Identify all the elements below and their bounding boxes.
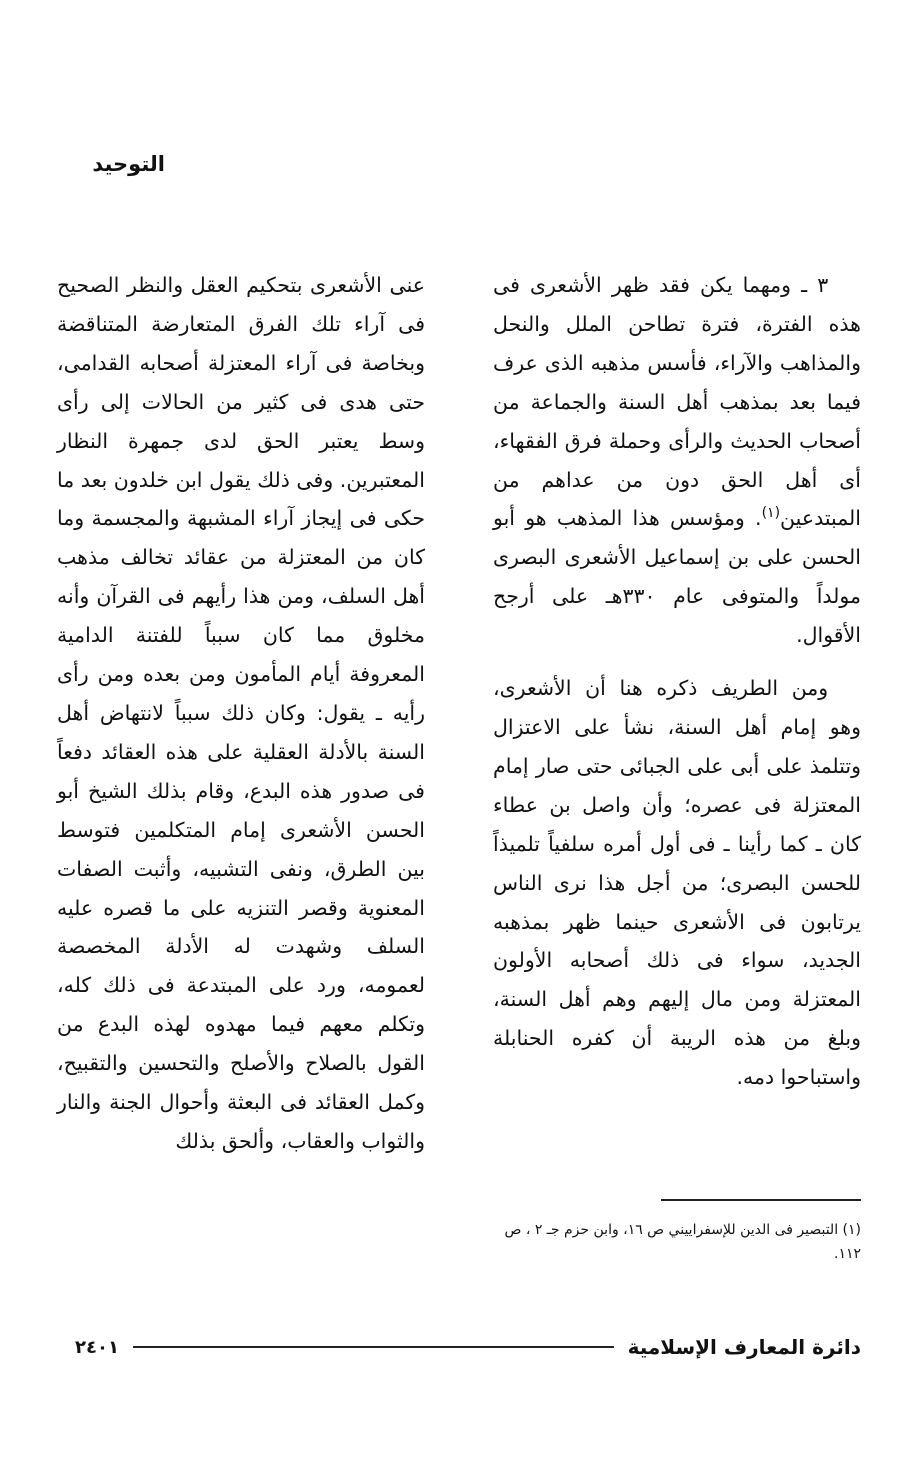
text-column-left [57,266,425,1161]
paragraph [493,266,861,655]
page-footer [75,1332,861,1362]
footnote-divider [661,1199,861,1201]
paragraph-text: . ومؤسس هذا المذهب هو أبو الحسن على بن إسماعيل الأشعرى البصرى مولداً والمتوفى عام ٣٣٠هـ على أرجح الأقوال. [493,506,861,648]
text-column-right [493,266,861,1097]
paragraph-text: ٣ ـ ومهما يكن فقد ظهر الأشعرى فى هذه الفترة، فترة تطاحن الملل والنحل والمذاهب والآراء، فأسس مذهبه الذى عرف فيما بعد بمذهب أهل السنة والجماعة من أصحاب الحديث والرأى وحملة فرق الفقهاء، أى أهل الحق دون من عداهم من المبتدعين [493,273,861,531]
publication-title: دائرة المعارف الإسلامية [627,1335,861,1359]
paragraph: ومن الطريف ذكره هنا أن الأشعرى، وهو إمام أهل السنة، نشأ على الاعتزال وتتلمذ على أبى على الجبائى حتى صار إمام المعتزلة فى عصره؛ وأن واصل بن عطاء كان ـ كما رأينا ـ فى أول أمره سلفياً تلميذاً للحسن البصرى؛ من أجل هذا نرى الناس يرتابون فى الأشعرى حينما ظهر بمذهبه الجديد، سواء فى ذلك أصحابه الأولون المعتزلة ومن مال إليهم وهم أهل السنة، وبلغ من هذه الريبة أن كفره الحنابلة واستباحوا دمه. [493,676,861,1090]
footnote-reference[interactable]: (١) [761,505,781,522]
paragraph: عنى الأشعرى بتحكيم العقل والنظر الصحيح فى آراء تلك الفرق المتعارضة المتناقضة وبخاصة فى آراء المعتزلة أصحابه القدامى، حتى هدى فى كثير من الحالات إلى رأى وسط يعتبر الحق لدى جمهرة النظار المعتبرين. وفى ذلك يقول ابن خلدون بعد ما حكى فى إيجاز آراء المشبهة والمجسمة وما كان من المعتزلة من عقائد تخالف مذهب أهل السلف، ومن هذا رأيهم فى القرآن وأنه مخلوق مما كان سبباً للفتنة الدامية المعروفة أيام المأمون ومن بعده ومن رأى رأيه ـ يقول: وكان ذلك سبباً لانتهاض أهل السنة بالأدلة العقلية على هذه العقائد دفعاً فى صدور هذه البدع، وقام بذلك الشيخ أبو الحسن الأشعرى إمام المتكلمين فتوسط بين الطرق، ونفى التشبيه، وأثبت الصفات المعنوية وقصر التنزيه على ما قصره عليه السلف وشهدت له الأدلة المخصصة لعمومه، ورد على المبتدعة فى ذلك كله، وتكلم معهم فيما مهدوه لهذه البدع من القول بالصلاح والأصلح والتحسين والتقبيح، وكمل العقائد فى البعثة وأحوال الجنة والنار والثواب والعقاب، وألحق بذلك [57,273,425,1153]
page-number: ٢٤٠١ [75,1336,119,1358]
running-header: التوحيد [92,152,165,176]
footer-divider [133,1346,614,1348]
footnote: (١) التبصير فى الدين للإسفراييني ص ١٦، وابن حزم جـ ٢ ، ص ١١٢. [504,1222,861,1262]
